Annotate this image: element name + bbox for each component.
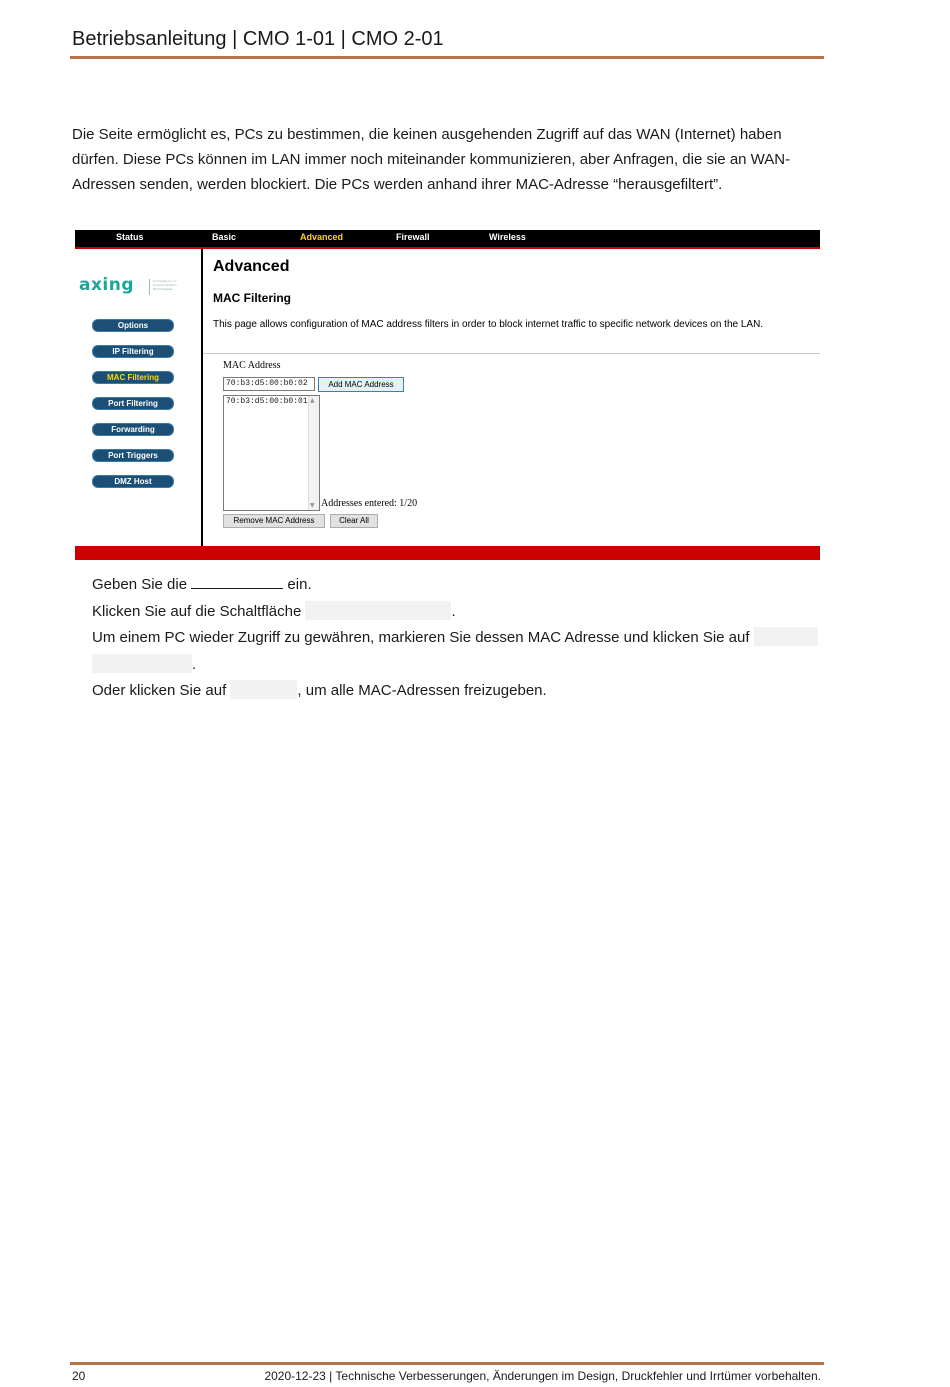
step-text: Klicken Sie auf die Schaltfläche (92, 602, 302, 620)
intro-line: Die Seite ermöglicht es, PCs zu bestimmen, die keinen ausgehenden Zugriff auf das WAN (Internet) haben (72, 126, 782, 143)
step-4 (92, 678, 822, 705)
header-rule (70, 56, 824, 59)
footer-text: 2020-12-23 | Technische Verbesserungen, Änderungen im Design, Druckfehler und Irrtümer vorbehalten. (264, 1369, 821, 1383)
chevron-up-icon[interactable]: ▲ (310, 397, 315, 404)
clear-all-button[interactable]: Clear All (330, 514, 378, 528)
router-bottom-bar (75, 546, 820, 560)
step-1 (92, 572, 822, 599)
sidebar-item-port-filtering[interactable]: Port Filtering (92, 397, 174, 410)
sidebar-item-mac-filtering[interactable]: MAC Filtering (92, 371, 174, 384)
footer-rule (70, 1362, 824, 1365)
mac-address-list[interactable] (223, 395, 320, 511)
mac-address-label: MAC Address (223, 360, 281, 371)
step-text: . (192, 655, 197, 673)
add-mac-address-button[interactable]: Add MAC Address (318, 377, 404, 392)
highlight-placeholder (754, 627, 818, 646)
section-divider (203, 353, 820, 354)
logo-divider (149, 279, 150, 295)
intro-line: Adressen senden, werden blockiert. Die PCs werden anhand ihrer MAC-Adresse “herausgefiltert”. (72, 176, 723, 193)
highlight-placeholder (92, 654, 192, 673)
sidebar-item-port-triggers[interactable]: Port Triggers (92, 449, 174, 462)
highlight-placeholder (305, 601, 451, 620)
nav-tab-firewall[interactable]: Firewall (396, 232, 430, 242)
sidebar-item-dmz-host[interactable]: DMZ Host (92, 475, 174, 488)
sidebar-item-ip-filtering[interactable]: IP Filtering (92, 345, 174, 358)
sidebar-item-forwarding[interactable]: Forwarding (92, 423, 174, 436)
logo-tagline: Competence in Communication Technologies (153, 279, 177, 291)
document-header-title: Betriebsanleitung | CMO 1-01 | CMO 2-01 (72, 28, 444, 50)
step-3 (92, 625, 822, 678)
router-page-title: Advanced (213, 258, 290, 275)
list-scrollbar[interactable] (308, 396, 319, 510)
router-ui-screenshot (75, 230, 820, 560)
highlight-placeholder (230, 680, 297, 699)
nav-tab-status[interactable]: Status (116, 232, 144, 242)
intro-paragraph (72, 122, 812, 197)
step-text: , um alle MAC-Adressen freizugeben. (297, 682, 547, 700)
nav-tab-basic[interactable]: Basic (212, 232, 237, 242)
remove-mac-address-button[interactable]: Remove MAC Address (223, 514, 325, 528)
step-text: Um einem PC wieder Zugriff zu gewähren, markieren Sie dessen MAC Adresse und klicken Sie auf (92, 629, 750, 647)
nav-tab-advanced[interactable]: Advanced (300, 232, 344, 242)
router-section-title: MAC Filtering (213, 291, 291, 305)
axing-logo (79, 275, 183, 305)
step-text: Oder klicken Sie auf (92, 682, 227, 700)
addresses-entered-count: Addresses entered: 1/20 (321, 498, 418, 509)
page-number: 20 (72, 1369, 86, 1383)
nav-tab-wireless[interactable]: Wireless (489, 232, 526, 242)
step-text: ein. (287, 576, 312, 593)
router-top-nav (75, 230, 820, 249)
chevron-down-icon[interactable]: ▼ (310, 502, 315, 509)
blank-field (191, 574, 283, 589)
step-text: Geben Sie die (92, 576, 188, 593)
sidebar-item-options[interactable]: Options (92, 319, 174, 332)
step-text: . (451, 602, 456, 620)
router-sidebar (75, 249, 203, 546)
list-item[interactable]: 70:b3:d5:00:b0:01 (226, 397, 308, 406)
intro-line: dürfen. Diese PCs können im LAN immer noch miteinander kommunizieren, aber Anfragen, die sie an WAN- (72, 151, 791, 168)
step-2 (92, 599, 822, 626)
router-description: This page allows configuration of MAC address filters in order to block internet traffic to specific network devices on the LAN. (213, 319, 764, 330)
instruction-steps (92, 572, 822, 705)
mac-address-input[interactable]: 70:b3:d5:00:b0:02 (223, 377, 315, 391)
logo-text: axing (79, 275, 135, 295)
